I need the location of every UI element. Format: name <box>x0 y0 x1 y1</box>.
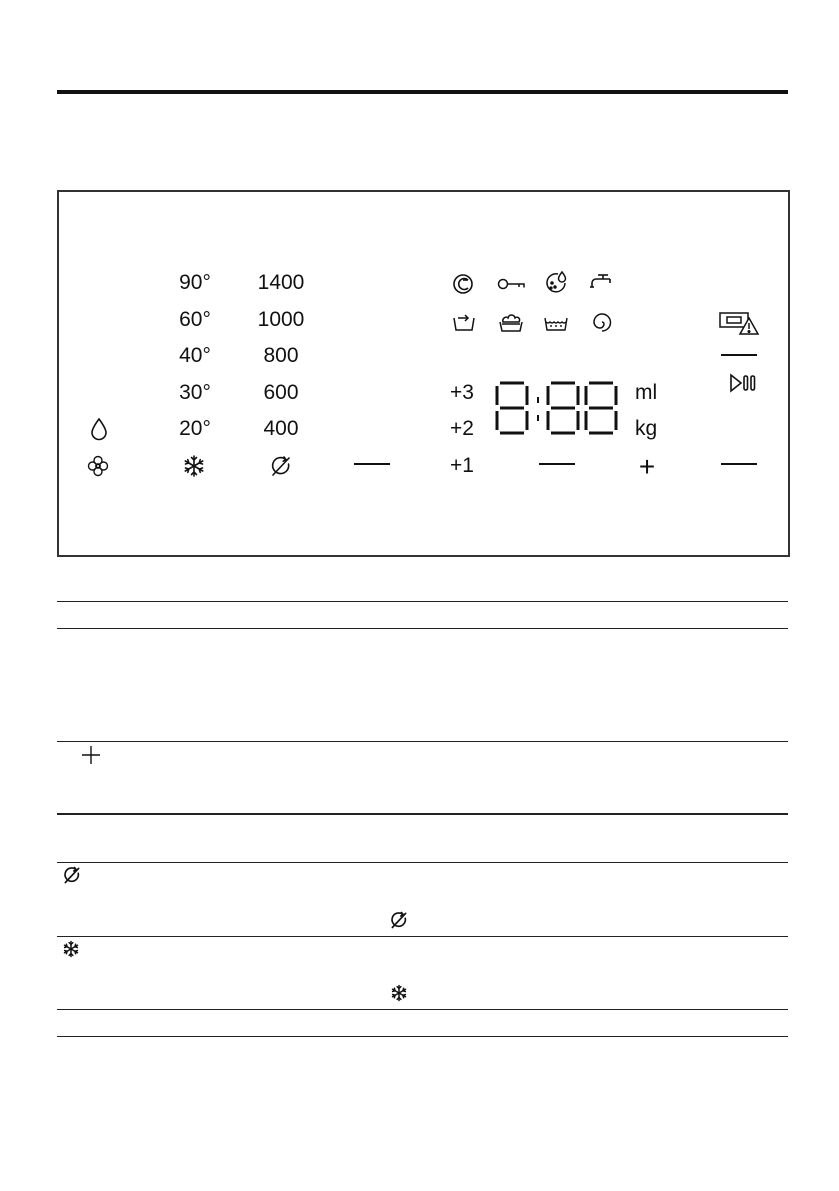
table-rule <box>57 601 788 602</box>
unit-kg: kg <box>635 417 658 440</box>
dash-top-right <box>721 354 757 356</box>
table-rule <box>57 813 788 815</box>
rinse-icon <box>452 312 476 334</box>
spin-800: 800 <box>263 344 299 367</box>
prewash-icon <box>498 310 524 334</box>
temp-90: 90° <box>179 271 211 294</box>
cold-snowflake-icon <box>62 940 80 958</box>
spin-1400: 1400 <box>257 271 305 294</box>
no-spin-icon <box>269 454 293 478</box>
stain-icon <box>543 270 569 296</box>
cold-snowflake-icon <box>182 454 206 478</box>
control-panel <box>57 190 790 557</box>
temp-40: 40° <box>179 344 211 367</box>
dash-3 <box>721 463 757 465</box>
flower-icon <box>87 455 109 477</box>
spin-400: 400 <box>263 417 299 440</box>
level-plus-3: +3 <box>450 381 474 404</box>
table-rule <box>57 628 788 629</box>
water-drop-icon <box>89 417 109 441</box>
table-rule <box>57 1009 788 1010</box>
plus-icon <box>81 745 101 765</box>
detergent-warning-icon <box>718 310 760 336</box>
table-rule <box>57 741 788 742</box>
table-rule <box>57 862 788 863</box>
plus-button-symbol: + <box>638 451 656 482</box>
no-spin-icon <box>389 910 409 930</box>
temp-20: 20° <box>179 417 211 440</box>
no-spin-icon <box>62 865 82 885</box>
table-rule <box>57 1036 788 1037</box>
spin-spiral-icon <box>590 310 614 334</box>
dash-1 <box>354 463 390 465</box>
unit-ml: ml <box>635 381 658 404</box>
level-plus-1: +1 <box>450 454 474 477</box>
water-tap-icon <box>588 271 612 295</box>
cold-snowflake-icon <box>390 984 408 1002</box>
dash-2 <box>539 463 575 465</box>
temp-30: 30° <box>179 381 211 404</box>
intensive-icon <box>451 272 475 296</box>
start-pause-icon <box>728 372 758 394</box>
top-rule <box>57 90 788 94</box>
seven-segment-display <box>494 380 620 436</box>
key-lock-icon <box>497 276 527 292</box>
wash-tub-icon <box>543 314 569 334</box>
table-rule <box>57 936 788 937</box>
digit-1 <box>497 383 527 433</box>
spin-600: 600 <box>263 381 299 404</box>
temp-60: 60° <box>179 308 211 331</box>
spin-1000: 1000 <box>257 308 305 331</box>
level-plus-2: +2 <box>450 417 474 440</box>
